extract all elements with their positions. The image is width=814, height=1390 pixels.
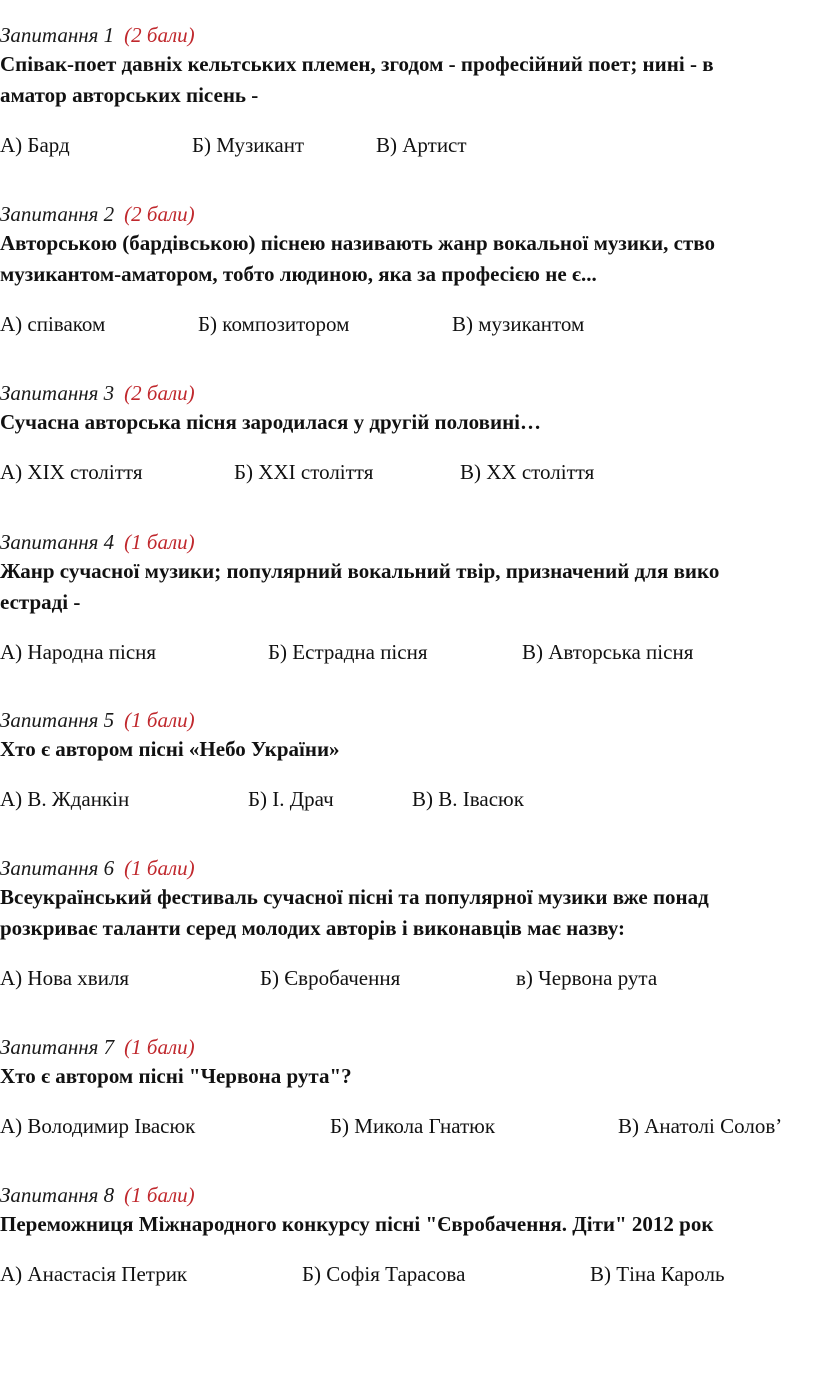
- question-text: [0, 49, 814, 111]
- answer-options: [0, 963, 814, 993]
- answer-option-b[interactable]: Б) Євробачення: [260, 966, 401, 990]
- question-header: [0, 855, 814, 881]
- question-points: (1 бали): [124, 1035, 195, 1059]
- question-header: [0, 22, 814, 48]
- answer-option-a[interactable]: А) Народна пісня: [0, 640, 157, 664]
- question-text: [0, 1209, 814, 1240]
- question-2: [0, 201, 814, 339]
- answer-option-a[interactable]: А) Володимир Івасюк: [0, 1114, 196, 1138]
- question-header: [0, 529, 814, 555]
- answer-option-a[interactable]: А) Нова хвиля: [0, 966, 130, 990]
- answer-option-b[interactable]: Б) І. Драч: [248, 787, 334, 811]
- question-header: [0, 707, 814, 733]
- answer-option-a[interactable]: А) Бард: [0, 133, 70, 157]
- question-3: [0, 380, 814, 487]
- question-text: [0, 734, 814, 765]
- answer-option-b[interactable]: Б) Софія Тарасова: [302, 1262, 466, 1286]
- answer-option-b[interactable]: Б) Музикант: [192, 133, 305, 157]
- question-points: (2 бали): [124, 23, 195, 47]
- answer-options: [0, 130, 814, 160]
- question-text: [0, 882, 814, 944]
- question-text-line: Хто є автором пісні «Небо України»: [0, 737, 340, 761]
- question-text-line: Всеукраїнський фестиваль сучасної пісні та популярної музики вже понад: [0, 885, 709, 909]
- answer-option-a[interactable]: А) Анастасія Петрик: [0, 1262, 188, 1286]
- answer-option-b[interactable]: Б) композитором: [198, 312, 350, 336]
- answer-option-a[interactable]: А) співаком: [0, 312, 106, 336]
- question-text-line: Співак-поет давніх кельтських племен, згодом - професійний поет; нині - в: [0, 52, 714, 76]
- question-points: (1 бали): [124, 1183, 195, 1207]
- answer-options: [0, 457, 814, 487]
- question-points: (1 бали): [124, 708, 195, 732]
- answer-option-b[interactable]: Б) Естрадна пісня: [268, 640, 428, 664]
- question-text-line: Сучасна авторська пісня зародилася у другій половині…: [0, 410, 542, 434]
- answer-options: [0, 637, 814, 667]
- question-points: (2 бали): [124, 202, 195, 226]
- question-text-line: Авторською (бардівською) піснею називають жанр вокальної музики, ство: [0, 231, 715, 255]
- question-points: (2 бали): [124, 381, 195, 405]
- answer-option-a[interactable]: А) XIX століття: [0, 460, 143, 484]
- answer-options: [0, 1111, 814, 1141]
- answer-options: [0, 1259, 814, 1289]
- question-8: [0, 1182, 814, 1289]
- question-text-line: Жанр сучасної музики; популярний вокальний твір, призначений для вико: [0, 559, 720, 583]
- question-label: Запитання 2: [0, 202, 115, 226]
- question-text: [0, 556, 814, 618]
- question-label: Запитання 8: [0, 1183, 115, 1207]
- question-header: [0, 1182, 814, 1208]
- question-header: [0, 1034, 814, 1060]
- question-label: Запитання 1: [0, 23, 115, 47]
- answer-options: [0, 784, 814, 814]
- answer-option-c[interactable]: В) Артист: [376, 133, 467, 157]
- question-text-line: музикантом-аматором, тобто людиною, яка за професією не є...: [0, 262, 597, 286]
- answer-option-c[interactable]: В) Авторська пісня: [522, 640, 694, 664]
- question-points: (1 бали): [124, 856, 195, 880]
- question-text-line: Переможниця Міжнародного конкурсу пісні "Євробачення. Діти" 2012 рок: [0, 1212, 714, 1236]
- question-1: [0, 22, 814, 160]
- question-points: (1 бали): [124, 530, 195, 554]
- answer-option-c[interactable]: В) музикантом: [452, 312, 585, 336]
- question-6: [0, 855, 814, 993]
- question-text-line: Хто є автором пісні "Червона рута"?: [0, 1064, 352, 1088]
- question-7: [0, 1034, 814, 1141]
- question-5: [0, 707, 814, 814]
- question-header: [0, 380, 814, 406]
- question-text-line: аматор авторських пісень -: [0, 83, 259, 107]
- answer-option-b[interactable]: Б) Микола Гнатюк: [330, 1114, 496, 1138]
- question-text: [0, 1061, 814, 1092]
- question-label: Запитання 6: [0, 856, 115, 880]
- answer-option-c[interactable]: В) Анатолі Солов’: [618, 1114, 783, 1138]
- question-text: [0, 228, 814, 290]
- answer-option-c[interactable]: В) XX століття: [460, 460, 595, 484]
- answer-options: [0, 309, 814, 339]
- question-label: Запитання 3: [0, 381, 115, 405]
- question-label: Запитання 5: [0, 708, 115, 732]
- question-text: [0, 407, 814, 438]
- question-4: [0, 529, 814, 667]
- answer-option-a[interactable]: А) В. Жданкін: [0, 787, 130, 811]
- answer-option-c[interactable]: В) В. Івасюк: [412, 787, 524, 811]
- question-text-line: естраді -: [0, 590, 81, 614]
- question-label: Запитання 4: [0, 530, 115, 554]
- answer-option-b[interactable]: Б) XXI століття: [234, 460, 374, 484]
- question-header: [0, 201, 814, 227]
- question-label: Запитання 7: [0, 1035, 115, 1059]
- question-text-line: розкриває таланти серед молодих авторів і виконавців має назву:: [0, 916, 625, 940]
- answer-option-c[interactable]: В) Тіна Кароль: [590, 1262, 725, 1286]
- answer-option-c[interactable]: в) Червона рута: [516, 966, 658, 990]
